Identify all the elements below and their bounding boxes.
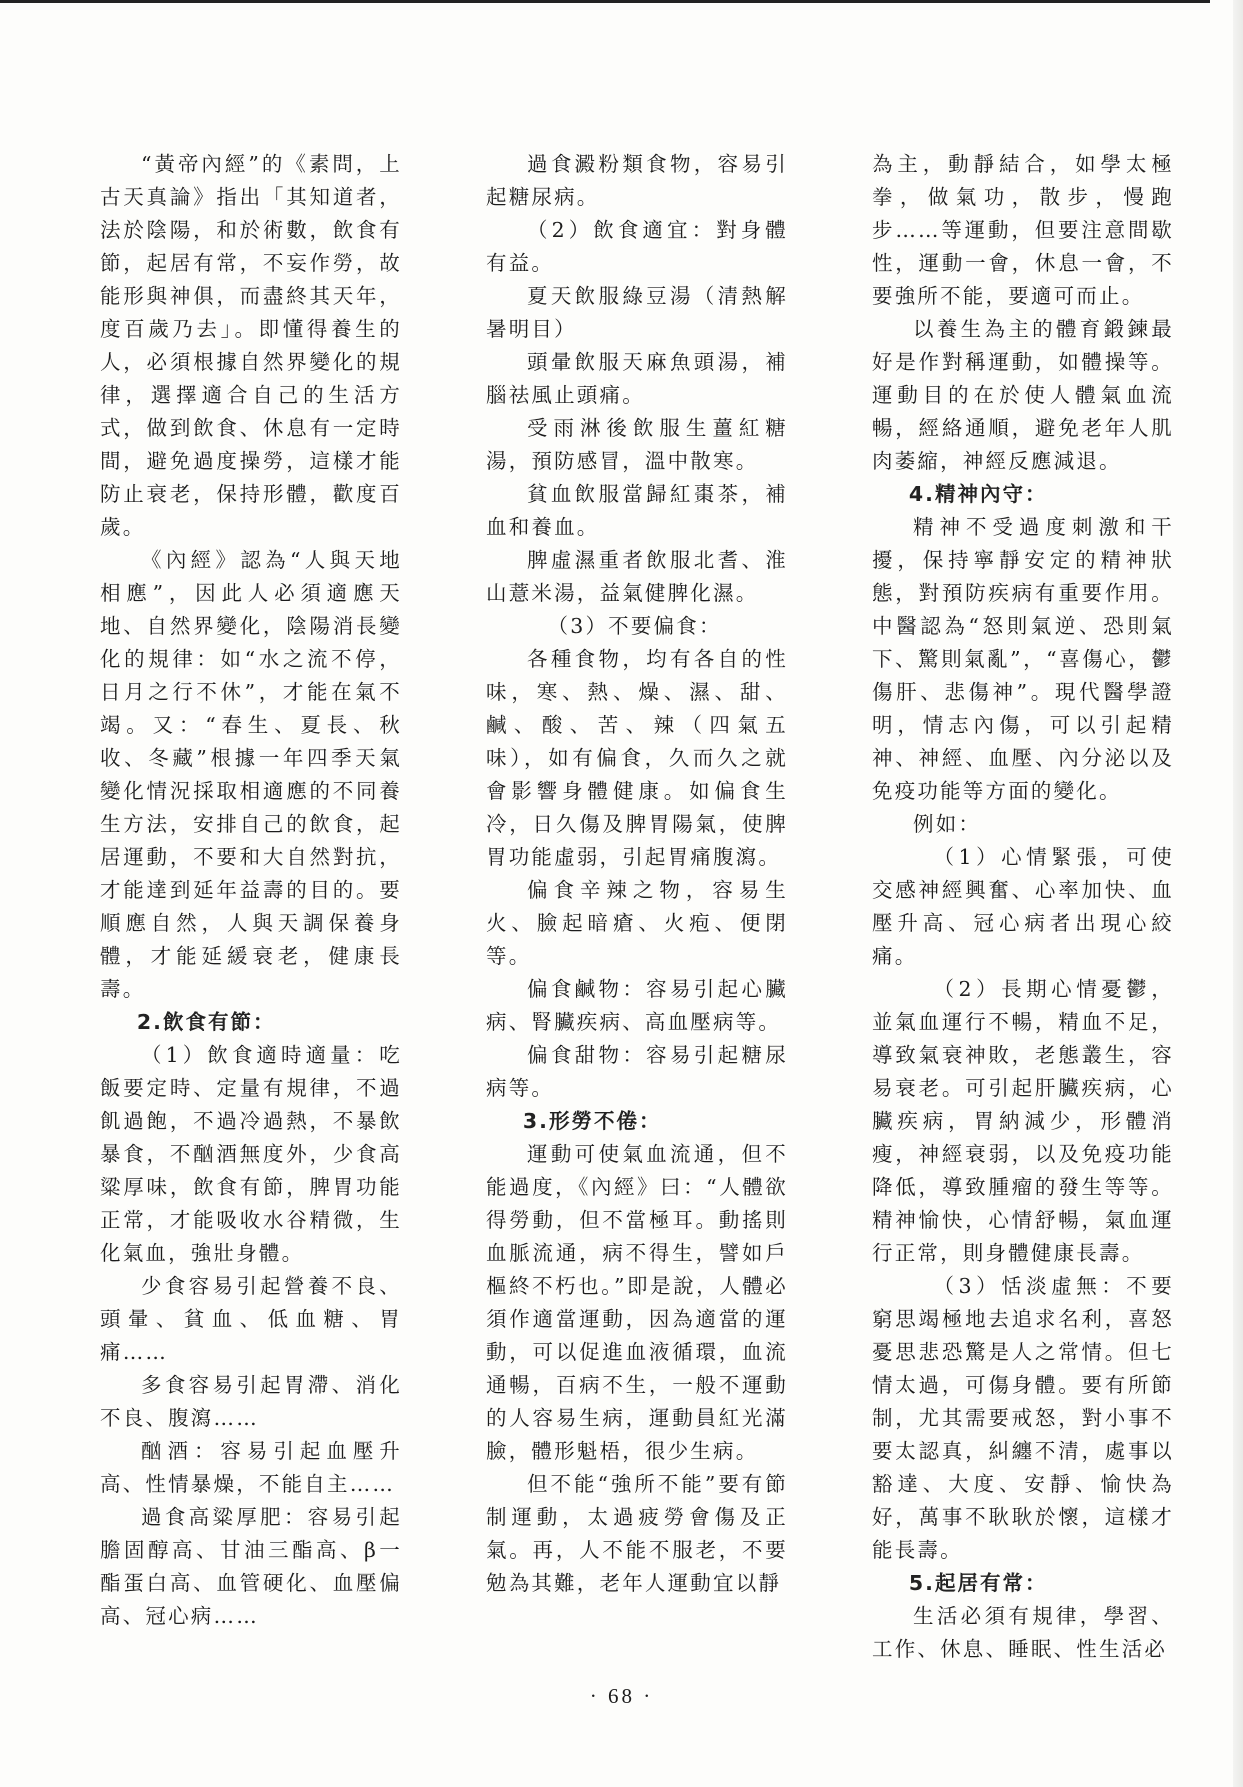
- text-column-3: [872, 148, 1174, 1666]
- paragraph: 酗酒：容易引起血壓升高、性情暴燥，不能自主……: [100, 1439, 402, 1496]
- paragraph: 運動可使氣血流通，但不能過度，《內經》曰：“人體欲得勞動，但不當極耳。動搖則血脈流通，病不得生，譬如戶樞終不朽也。”即是說，人體必須作適當運動，因為適當的運動，可以促進血液循環，血流通暢，百病不生，一般不運動的人容易生病，運動員紅光滿臉，體形魁梧，很少生病。: [486, 1142, 788, 1463]
- paragraph: （2）長期心情憂鬱，並氣血運行不暢，精血不足，導致氣衰神敗，老態叢生，容易衰老。可引起肝臟疾病，心臟疾病，胃納減少，形體消瘦，神經衰弱，以及免疫功能降低，導致腫瘤的發生等等。精神愉快，心情舒暢，氣血運行正常，則身體健康長壽。: [872, 977, 1174, 1265]
- paragraph: （3）不要偏食：: [547, 614, 722, 638]
- paragraph: 頭暈飲服天麻魚頭湯，補腦祛風止頭痛。: [486, 350, 788, 407]
- top-rule: [0, 0, 1210, 3]
- paragraph: 例如：: [913, 812, 982, 836]
- text-column-1: [100, 148, 402, 1633]
- paragraph: 多食容易引起胃滯、消化不良、腹瀉……: [100, 1373, 402, 1430]
- page-number: · 68 ·: [589, 1684, 654, 1708]
- paragraph: （1）心情緊張，可使交感神經興奮、心率加快、血壓升高、冠心病者出現心絞痛。: [872, 845, 1174, 968]
- paragraph: 受雨淋後飲服生薑紅糖湯，預防感冒，溫中散寒。: [486, 416, 788, 473]
- section-heading: 4.精神內守：: [908, 482, 1048, 506]
- paragraph: 但不能“強所不能”要有節制運動，太過疲勞會傷及正氣。再，人不能不服老，不要勉為其難，老年人運動宜以靜: [486, 1472, 788, 1595]
- paragraph: 精神不受過度刺激和干擾，保持寧靜安定的精神狀態，對預防疾病有重要作用。中醫認為“怒則氣逆、恐則氣下、驚則氣亂”，“喜傷心，鬱傷肝、悲傷神”。現代醫學證明，情志內傷，可以引起精神、神經、血壓、內分泌以及免疫功能等方面的變化。: [872, 515, 1174, 803]
- paragraph: 脾虛濕重者飲服北耆、淮山薏米湯，益氣健脾化濕。: [486, 548, 788, 605]
- paragraph: 夏天飲服綠豆湯（清熱解暑明目）: [486, 284, 788, 341]
- paragraph: 以養生為主的體育鍛鍊最好是作對稱運動，如體操等。運動目的在於使人體氣血流暢，經絡通順，避免老年人肌肉萎縮，神經反應減退。: [872, 317, 1174, 473]
- page-edge-shadow: [1233, 0, 1243, 1787]
- paragraph: “黃帝內經”的《素問，上古天真論》指出「其知道者，法於陰陽，和於術數，飲食有節，起居有常，不妄作勞，故能形與神俱，而盡終其天年，度百歲乃去」。即懂得養生的人，必須根據自然界變化的規律，選擇適合自己的生活方式，做到飲食、休息有一定時間，避免過度操勞，這樣才能防止衰老，保持形體，歡度百歲。: [100, 152, 402, 539]
- paragraph: 《內經》認為“人與天地相應”，因此人必須適應天地、自然界變化，陰陽消長變化的規律：如“水之流不停，日月之行不休”，才能在氣不竭。又：“春生、夏長、秋收、冬藏”根據一年四季天氣變化情況採取相適應的不同養生方法，安排自己的飲食，起居運動，不要和大自然對抗，才能達到延年益壽的目的。要順應自然，人與天調保養身體，才能延緩衰老，健康長壽。: [100, 548, 402, 1001]
- paragraph: 少食容易引起營養不良、頭暈、貧血、低血糖、胃痛……: [100, 1274, 402, 1364]
- text-column-2: [486, 148, 788, 1600]
- paragraph: 過食高粱厚肥：容易引起膽固醇高、甘油三酯高、β一酯蛋白高、血管硬化、血壓偏高、冠心病……: [100, 1505, 402, 1628]
- section-heading: 2.飲食有節：: [136, 1010, 276, 1034]
- paragraph: 偏食甜物：容易引起糖尿病等。: [486, 1043, 788, 1100]
- paragraph: 偏食鹹物：容易引起心臟病、腎臟疾病、高血壓病等。: [486, 977, 788, 1034]
- section-heading: 5.起居有常：: [908, 1571, 1048, 1595]
- paragraph: （2）飲食適宜：對身體有益。: [486, 218, 788, 275]
- paragraph: 各種食物，均有各自的性味，寒、熱、燥、濕、甜、鹹、酸、苦、辣（四氣五味），如有偏食，久而久之就會影響身體健康。如偏食生冷，日久傷及脾胃陽氣，使脾胃功能虛弱，引起胃痛腹瀉。: [486, 647, 788, 869]
- paragraph: （3）恬淡虛無：不要窮思竭極地去追求名利，喜怒憂思悲恐驚是人之常情。但七情太過，可傷身體。要有所節制，尤其需要戒怒，對小事不要太認真，糾纏不清，處事以豁達、大度、安靜、愉快為好，萬事不耿耿於懷，這樣才能長壽。: [872, 1274, 1174, 1562]
- section-heading: 3.形勞不倦：: [522, 1109, 662, 1133]
- paragraph: 生活必須有規律，學習、工作、休息、睡眠、性生活必: [872, 1604, 1174, 1661]
- paragraph: （1）飲食適時適量：吃飯要定時、定量有規律，不過飢過飽，不過冷過熱，不暴飲暴食，不酗酒無度外，少食高粱厚味，飲食有節，脾胃功能正常，才能吸收水谷精微，生化氣血，強壯身體。: [100, 1043, 402, 1265]
- paragraph: 貧血飲服當歸紅棗茶，補血和養血。: [486, 482, 788, 539]
- paragraph: 偏食辛辣之物，容易生火、臉起暗瘡、火疱、便閉等。: [486, 878, 788, 968]
- paragraph: 過食澱粉類食物，容易引起糖尿病。: [486, 152, 788, 209]
- paragraph: 為主，動靜結合，如學太極拳，做氣功，散步，慢跑步……等運動，但要注意間歇性，運動一會，休息一會，不要強所不能，要適可而止。: [872, 152, 1174, 308]
